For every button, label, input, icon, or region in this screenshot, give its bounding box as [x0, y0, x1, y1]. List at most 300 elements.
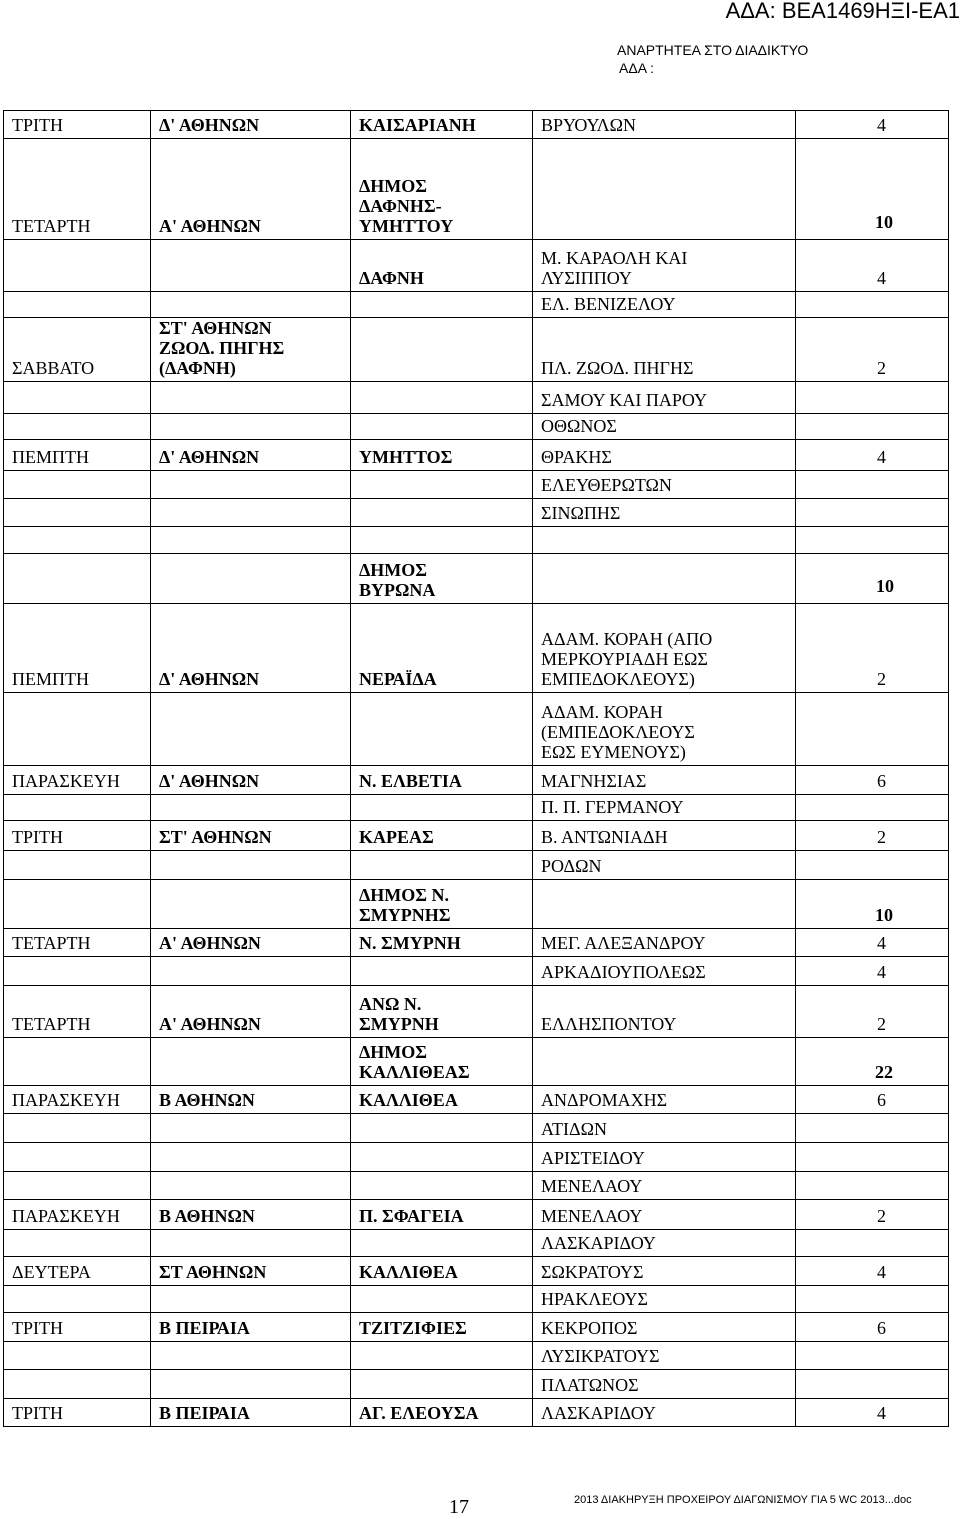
cell-day [4, 1086, 151, 1114]
cell-text: Β ΠΕΙΡΑΙΑ [159, 1318, 250, 1338]
cell-street [533, 499, 796, 527]
table-row [4, 1143, 949, 1172]
count-value: 10 [876, 576, 894, 596]
cell-text: ΚΕΚΡΟΠΟΣ [541, 1318, 638, 1338]
cell-street [533, 604, 796, 693]
table-row [4, 880, 949, 929]
count-value: 22 [875, 1062, 893, 1082]
cell-text: ΠΑΡΑΣΚΕΥΗ [12, 1090, 120, 1110]
table-row [4, 795, 949, 821]
cell-text: ΤΕΤΑΡΤΗ [12, 1014, 91, 1034]
table-row [4, 1313, 949, 1342]
cell-text: ΚΑΛΛΙΘΕΑ [359, 1262, 458, 1282]
cell-dept [151, 693, 351, 766]
cell-street [533, 440, 796, 471]
cell-text: ΣΩΚΡΑΤΟΥΣ [541, 1262, 644, 1282]
page-number: 17 [449, 1496, 469, 1518]
cell-day [4, 414, 151, 440]
count-value: 10 [875, 212, 893, 232]
cell-area [351, 471, 533, 499]
wrapped-text: ΔΗΜΟΣ ΚΑΛΛΙΘΕΑΣ [359, 1042, 470, 1082]
count-value: 10 [875, 905, 893, 925]
cell-dept [151, 1143, 351, 1172]
cell-dept [151, 382, 351, 414]
wrapped-text: ΑΔΑΜ. ΚΟΡΑΗ (ΕΜΠΕΔΟΚΛΕΟΥΣ ΕΩΣ ΕΥΜΕΝΟΥΣ) [541, 702, 695, 762]
cell-street [533, 1172, 796, 1200]
cell-text: ΤΕΤΑΡΤΗ [12, 216, 91, 236]
count-value: 4 [877, 115, 886, 135]
cell-street [533, 821, 796, 851]
cell-text: ΤΡΙΤΗ [12, 1318, 63, 1338]
cell-num [796, 851, 949, 880]
cell-area [351, 1370, 533, 1399]
cell-text: ΣΤ' ΑΘΗΝΩΝ [159, 827, 272, 847]
cell-text: Ν. ΕΛΒΕΤΙΑ [359, 771, 462, 791]
wrapped-text: ΔΗΜΟΣ Ν. ΣΜΥΡΝΗΣ [359, 885, 451, 925]
table-row [4, 1286, 949, 1313]
cell-dept [151, 240, 351, 292]
cell-day [4, 880, 151, 929]
cell-text: Β ΑΘΗΝΩΝ [159, 1206, 255, 1226]
table-row [4, 318, 949, 382]
ada-label: ΑΔΑ : [619, 60, 655, 76]
cell-area [351, 382, 533, 414]
cell-dept [151, 851, 351, 880]
table-row [4, 1114, 949, 1143]
cell-street [533, 382, 796, 414]
cell-area [351, 795, 533, 821]
cell-text: ΘΡΑΚΗΣ [541, 447, 612, 467]
cell-street [533, 554, 796, 604]
wrapped-text: ΑΔΑΜ. ΚΟΡΑΗ (ΑΠΟ ΜΕΡΚΟΥΡΙΑΔΗ ΕΩΣ ΕΜΠΕΔΟΚΛΕΟΥΣ) [541, 629, 713, 689]
cell-text: ΜΑΓΝΗΣΙΑΣ [541, 771, 647, 791]
cell-area [351, 414, 533, 440]
cell-dept [151, 554, 351, 604]
wrapped-text: ΑΝΩ Ν. ΣΜΥΡΝΗ [359, 994, 439, 1034]
cell-num [796, 693, 949, 766]
cell-dept [151, 1313, 351, 1342]
cell-num [796, 1313, 949, 1342]
cell-day [4, 1370, 151, 1399]
cell-text: ΠΛ. ΖΩΟΔ. ΠΗΓΗΣ [541, 358, 694, 378]
table-row [4, 1086, 949, 1114]
cell-dept [151, 1114, 351, 1143]
cell-area [351, 318, 533, 382]
cell-dept [151, 957, 351, 986]
footer-filename: 2013 ΔΙΑΚΗΡΥΞΗ ΠΡΟΧΕΙΡΟΥ ΔΙΑΓΩΝΙΣΜΟΥ ΓΙΑ 5 WC 2013...doc [574, 1494, 912, 1506]
cell-dept [151, 821, 351, 851]
cell-dept [151, 1200, 351, 1230]
table-row [4, 292, 949, 318]
wrapped-text: ΣΤ' ΑΘΗΝΩΝ ΖΩΟΔ. ΠΗΓΗΣ (ΔΑΦΝΗ) [159, 318, 285, 378]
count-value: 4 [877, 1262, 886, 1282]
cell-num [796, 1114, 949, 1143]
cell-num [796, 527, 949, 554]
cell-street [533, 851, 796, 880]
cell-num [796, 1257, 949, 1286]
cell-area [351, 1230, 533, 1257]
cell-dept [151, 1370, 351, 1399]
cell-area [351, 1399, 533, 1427]
cell-day [4, 471, 151, 499]
cell-text: ΔΑΦΝΗ [359, 268, 424, 288]
cell-text: Β. ΑΝΤΩΝΙΑΔΗ [541, 827, 668, 847]
table-body [4, 111, 949, 1427]
cell-text: Β ΠΕΙΡΑΙΑ [159, 1403, 250, 1423]
cell-day [4, 499, 151, 527]
cell-day [4, 1114, 151, 1143]
cell-text: ΤΡΙΤΗ [12, 115, 63, 135]
count-value: 6 [877, 771, 886, 791]
table-row [4, 1230, 949, 1257]
table-row [4, 139, 949, 240]
wrapped-text: ΔΗΜΟΣ ΒΥΡΩΝΑ [359, 560, 436, 600]
cell-num [796, 1172, 949, 1200]
count-value: 2 [877, 669, 886, 689]
cell-text: Δ' ΑΘΗΝΩΝ [159, 447, 260, 467]
cell-street [533, 986, 796, 1038]
cell-dept [151, 318, 351, 382]
cell-street [533, 1257, 796, 1286]
cell-text: ΕΛΕΥΘΕΡΩΤΩΝ [541, 475, 672, 495]
table-row [4, 851, 949, 880]
count-value: 4 [877, 268, 886, 288]
ada-code: ΑΔΑ: ΒΕΑ1469ΗΞΙ-ΕΑ1 [725, 0, 960, 23]
cell-dept [151, 929, 351, 957]
posted-label: ΑΝΑΡΤΗΤΕΑ ΣΤΟ ΔΙΑΔΙΚΤΥΟ [617, 42, 809, 58]
cell-text: ΕΛ. ΒΕΝΙΖΕΛΟΥ [541, 294, 676, 314]
cell-street [533, 1086, 796, 1114]
cell-dept [151, 604, 351, 693]
cell-num [796, 318, 949, 382]
cell-street [533, 693, 796, 766]
cell-area [351, 554, 533, 604]
wrapped-text: ΔΗΜΟΣ ΔΑΦΝΗΣ- ΥΜΗΤΤΟΥ [359, 176, 454, 236]
cell-num [796, 499, 949, 527]
cell-text: ΛΥΣΙΚΡΑΤΟΥΣ [541, 1346, 660, 1366]
cell-area [351, 986, 533, 1038]
cell-street [533, 292, 796, 318]
cell-dept [151, 292, 351, 318]
cell-day [4, 1257, 151, 1286]
cell-day [4, 1399, 151, 1427]
cell-day [4, 318, 151, 382]
count-value: 6 [877, 1318, 886, 1338]
cell-text: ΜΕΝΕΛΑΟΥ [541, 1206, 643, 1226]
cell-street [533, 957, 796, 986]
cell-num [796, 957, 949, 986]
cell-day [4, 139, 151, 240]
cell-num [796, 240, 949, 292]
cell-day [4, 1342, 151, 1370]
table-row [4, 240, 949, 292]
cell-day [4, 1038, 151, 1086]
cell-num [796, 471, 949, 499]
cell-text: ΕΛΛΗΣΠΟΝΤΟΥ [541, 1014, 677, 1034]
table-row [4, 1257, 949, 1286]
cell-text: ΚΑΙΣΑΡΙΑΝΗ [359, 115, 476, 135]
cell-num [796, 1286, 949, 1313]
table-row [4, 554, 949, 604]
cell-area [351, 693, 533, 766]
cell-street [533, 1342, 796, 1370]
table-row [4, 1200, 949, 1230]
cell-area [351, 139, 533, 240]
cell-text: ΒΡΥΟΥΛΩΝ [541, 115, 636, 135]
cell-text: ΥΜΗΤΤΟΣ [359, 447, 453, 467]
cell-dept [151, 986, 351, 1038]
cell-text: ΟΘΩΝΟΣ [541, 416, 617, 436]
table-row [4, 957, 949, 986]
table-row [4, 604, 949, 693]
cell-num [796, 1370, 949, 1399]
cell-day [4, 240, 151, 292]
cell-text: Δ' ΑΘΗΝΩΝ [159, 115, 260, 135]
cell-num [796, 414, 949, 440]
cell-area [351, 604, 533, 693]
table-row [4, 471, 949, 499]
cell-street [533, 527, 796, 554]
cell-text: ΣΙΝΩΠΗΣ [541, 503, 621, 523]
cell-num [796, 821, 949, 851]
cell-street [533, 1230, 796, 1257]
cell-text: ΑΡΙΣΤΕΙΔΟΥ [541, 1148, 645, 1168]
count-value: 4 [877, 1403, 886, 1423]
cell-area [351, 499, 533, 527]
cell-text: Α' ΑΘΗΝΩΝ [159, 216, 261, 236]
cell-dept [151, 1257, 351, 1286]
cell-area [351, 292, 533, 318]
cell-text: ΛΑΣΚΑΡΙΔΟΥ [541, 1403, 656, 1423]
cell-area [351, 1342, 533, 1370]
cell-text: ΚΑΡΕΑΣ [359, 827, 434, 847]
cell-dept [151, 414, 351, 440]
table-row [4, 821, 949, 851]
cell-area [351, 240, 533, 292]
cell-text: ΑΡΚΑΔΙΟΥΠΟΛΕΩΣ [541, 962, 706, 982]
cell-day [4, 527, 151, 554]
cell-num [796, 382, 949, 414]
cell-dept [151, 766, 351, 795]
cell-text: ΑΤΙΔΩΝ [541, 1119, 607, 1139]
cell-day [4, 986, 151, 1038]
cell-text: ΜΕΝΕΛΑΟΥ [541, 1176, 643, 1196]
cell-area [351, 880, 533, 929]
cell-text: ΤΡΙΤΗ [12, 827, 63, 847]
cell-num [796, 986, 949, 1038]
cell-dept [151, 1399, 351, 1427]
wc-locations-table [3, 110, 949, 1427]
cell-day [4, 292, 151, 318]
table-row [4, 1172, 949, 1200]
cell-text: ΗΡΑΚΛΕΟΥΣ [541, 1289, 648, 1309]
cell-num [796, 139, 949, 240]
cell-text: Δ' ΑΘΗΝΩΝ [159, 771, 260, 791]
cell-num [796, 1399, 949, 1427]
cell-day [4, 1230, 151, 1257]
cell-day [4, 851, 151, 880]
cell-text: Ν. ΣΜΥΡΝΗ [359, 933, 461, 953]
cell-day [4, 795, 151, 821]
cell-day [4, 382, 151, 414]
table-row [4, 527, 949, 554]
cell-text: ΠΕΜΠΤΗ [12, 669, 89, 689]
cell-num [796, 604, 949, 693]
table-row [4, 1399, 949, 1427]
cell-area [351, 766, 533, 795]
cell-area [351, 1172, 533, 1200]
cell-num [796, 111, 949, 139]
cell-day [4, 604, 151, 693]
cell-dept [151, 471, 351, 499]
cell-day [4, 821, 151, 851]
cell-street [533, 1370, 796, 1399]
cell-street [533, 471, 796, 499]
cell-num [796, 795, 949, 821]
cell-dept [151, 1342, 351, 1370]
cell-text: Δ' ΑΘΗΝΩΝ [159, 669, 260, 689]
cell-text: Π. Π. ΓΕΡΜΑΝΟΥ [541, 797, 684, 817]
cell-area [351, 1286, 533, 1313]
cell-text: ΠΛΑΤΩΝΟΣ [541, 1375, 639, 1395]
cell-day [4, 440, 151, 471]
posting-note [617, 41, 808, 77]
cell-text: ΑΓ. ΕΛΕΟΥΣΑ [359, 1403, 479, 1423]
cell-text: ΠΑΡΑΣΚΕΥΗ [12, 1206, 120, 1226]
cell-dept [151, 527, 351, 554]
cell-text: ΜΕΓ. ΑΛΕΞΑΝΔΡΟΥ [541, 933, 706, 953]
cell-day [4, 929, 151, 957]
cell-area [351, 929, 533, 957]
count-value: 2 [877, 827, 886, 847]
cell-num [796, 1143, 949, 1172]
cell-area [351, 957, 533, 986]
cell-street [533, 111, 796, 139]
cell-street [533, 766, 796, 795]
cell-text: ΑΝΔΡΟΜΑΧΗΣ [541, 1090, 668, 1110]
count-value: 4 [877, 447, 886, 467]
cell-dept [151, 1086, 351, 1114]
cell-day [4, 1143, 151, 1172]
cell-area [351, 1313, 533, 1342]
table-row [4, 986, 949, 1038]
cell-day [4, 1200, 151, 1230]
cell-num [796, 1038, 949, 1086]
cell-street [533, 929, 796, 957]
cell-num [796, 1086, 949, 1114]
cell-text: Β ΑΘΗΝΩΝ [159, 1090, 255, 1110]
cell-text: ΣΤ ΑΘΗΝΩΝ [159, 1262, 267, 1282]
table-row [4, 440, 949, 471]
cell-street [533, 880, 796, 929]
cell-text: ΣΑΒΒΑΤΟ [12, 358, 95, 378]
count-value: 4 [877, 933, 886, 953]
cell-text: ΛΑΣΚΑΡΙΔΟΥ [541, 1233, 656, 1253]
cell-num [796, 1342, 949, 1370]
cell-day [4, 1313, 151, 1342]
table-row [4, 111, 949, 139]
cell-street [533, 795, 796, 821]
cell-text: Α' ΑΘΗΝΩΝ [159, 933, 261, 953]
cell-text: Α' ΑΘΗΝΩΝ [159, 1014, 261, 1034]
cell-street [533, 1286, 796, 1313]
cell-text: ΡΟΔΩΝ [541, 856, 602, 876]
cell-area [351, 1038, 533, 1086]
cell-day [4, 693, 151, 766]
cell-day [4, 957, 151, 986]
cell-day [4, 766, 151, 795]
cell-text: ΣΑΜΟΥ ΚΑΙ ΠΑΡΟΥ [541, 390, 708, 410]
table-row [4, 414, 949, 440]
cell-area [351, 1086, 533, 1114]
cell-dept [151, 1172, 351, 1200]
cell-day [4, 554, 151, 604]
cell-text: ΠΕΜΠΤΗ [12, 447, 89, 467]
table-row [4, 1342, 949, 1370]
count-value: 2 [877, 358, 886, 378]
table-row [4, 499, 949, 527]
cell-text: Π. ΣΦΑΓΕΙΑ [359, 1206, 464, 1226]
count-value: 2 [877, 1206, 886, 1226]
cell-text: ΤΡΙΤΗ [12, 1403, 63, 1423]
table-row [4, 693, 949, 766]
cell-dept [151, 795, 351, 821]
cell-dept [151, 440, 351, 471]
cell-num [796, 440, 949, 471]
cell-area [351, 527, 533, 554]
table-row [4, 1038, 949, 1086]
cell-dept [151, 880, 351, 929]
cell-dept [151, 1286, 351, 1313]
table-row [4, 1370, 949, 1399]
cell-text: ΠΑΡΑΣΚΕΥΗ [12, 771, 120, 791]
cell-text: ΝΕΡΑΪΔΑ [359, 669, 437, 689]
cell-street [533, 318, 796, 382]
cell-area [351, 851, 533, 880]
cell-text: ΤΖΙΤΖΙΦΙΕΣ [359, 1318, 467, 1338]
cell-area [351, 1257, 533, 1286]
table-row [4, 929, 949, 957]
cell-street [533, 1399, 796, 1427]
table-row [4, 382, 949, 414]
cell-num [796, 1200, 949, 1230]
cell-street [533, 1038, 796, 1086]
cell-street [533, 1200, 796, 1230]
cell-area [351, 1114, 533, 1143]
cell-area [351, 111, 533, 139]
cell-num [796, 880, 949, 929]
count-value: 4 [877, 962, 886, 982]
cell-street [533, 414, 796, 440]
cell-area [351, 1200, 533, 1230]
cell-area [351, 440, 533, 471]
count-value: 6 [877, 1090, 886, 1110]
cell-dept [151, 139, 351, 240]
cell-street [533, 1114, 796, 1143]
cell-text: ΔΕΥΤΕΡΑ [12, 1262, 91, 1282]
cell-street [533, 139, 796, 240]
cell-dept [151, 111, 351, 139]
cell-text: ΚΑΛΛΙΘΕΑ [359, 1090, 458, 1110]
cell-dept [151, 499, 351, 527]
wrapped-text: Μ. ΚΑΡΑΟΛΗ ΚΑΙ ΛΥΣΙΠΠΟΥ [541, 248, 688, 288]
table-row [4, 766, 949, 795]
count-value: 2 [877, 1014, 886, 1034]
cell-day [4, 1286, 151, 1313]
cell-day [4, 111, 151, 139]
cell-street [533, 1313, 796, 1342]
cell-area [351, 1143, 533, 1172]
